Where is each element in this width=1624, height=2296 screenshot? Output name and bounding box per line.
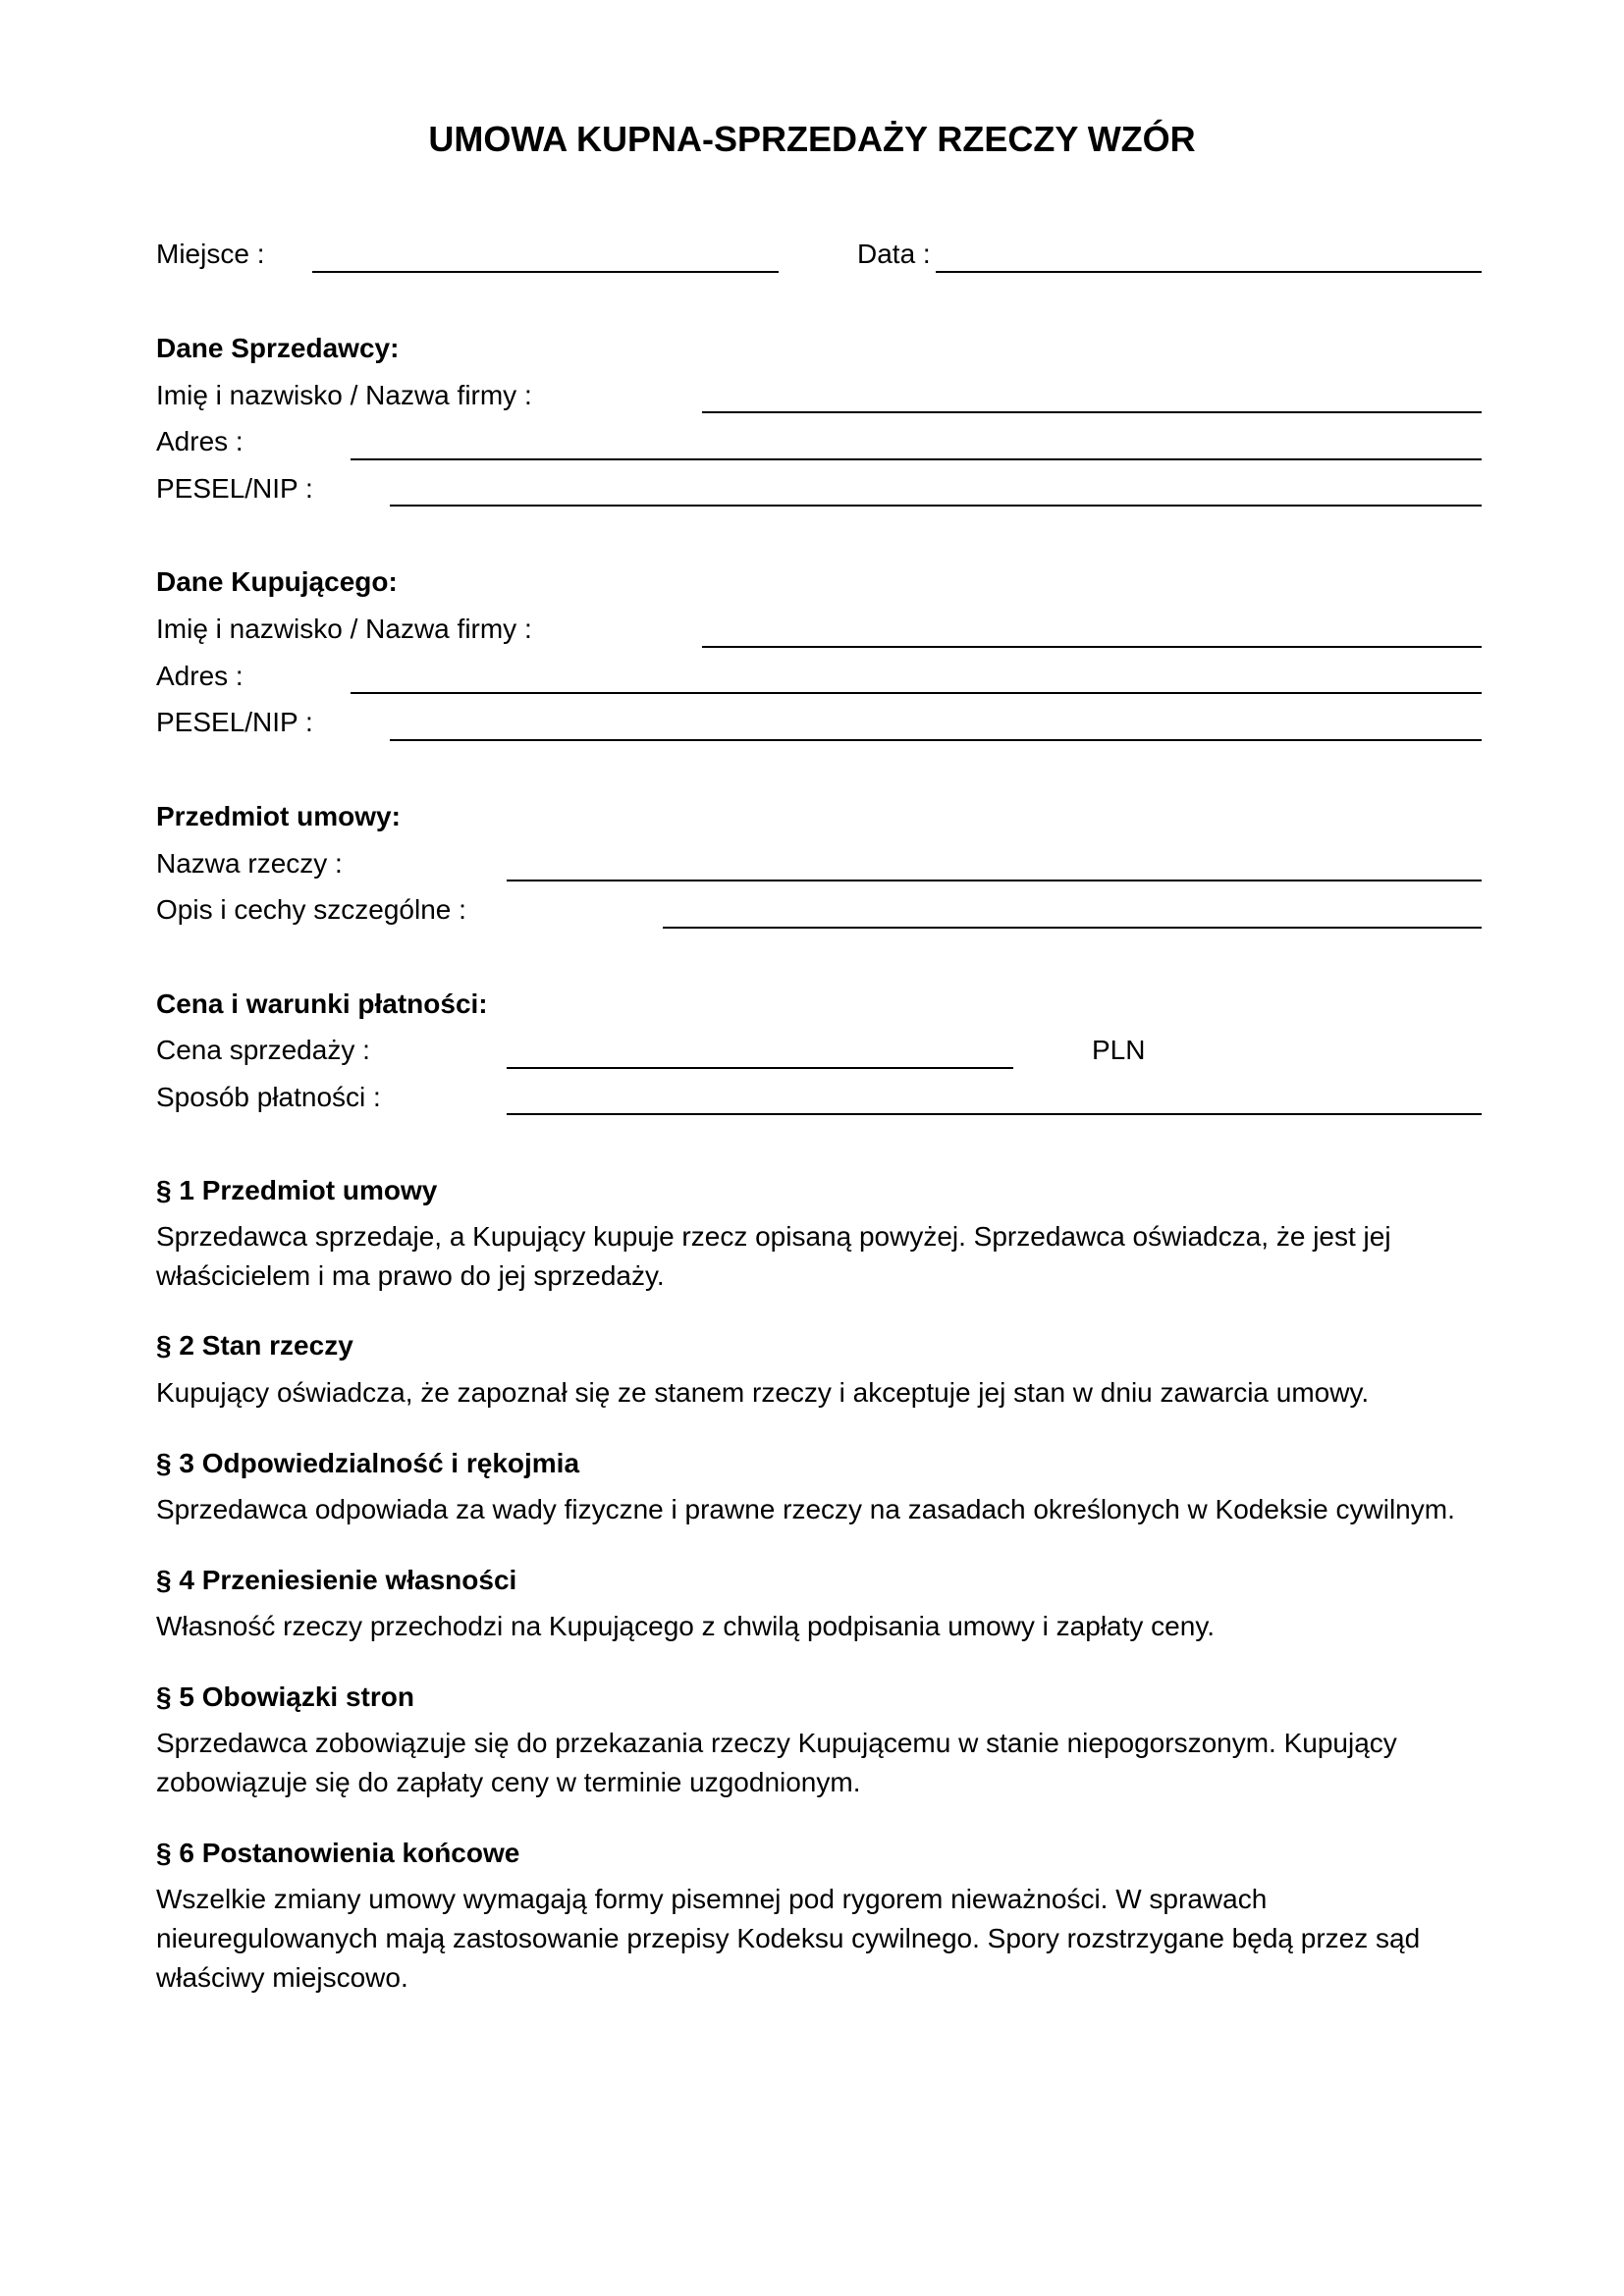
place-field[interactable] bbox=[312, 271, 779, 273]
clause-6-heading: § 6 Postanowienia końcowe bbox=[156, 1838, 520, 1868]
payment-heading: Cena i warunki płatności: bbox=[156, 988, 488, 1019]
buyer-id-label: PESEL/NIP : bbox=[156, 707, 313, 737]
clause-6-text-line: właściwy miejscowo. bbox=[156, 1962, 408, 1993]
buyer-heading: Dane Kupującego: bbox=[156, 566, 398, 597]
seller-id-field[interactable] bbox=[390, 505, 1482, 507]
clause-3-heading: § 3 Odpowiedzialność i rękojmia bbox=[156, 1448, 580, 1478]
seller-address-label: Adres : bbox=[156, 426, 244, 456]
seller-address-field[interactable] bbox=[351, 458, 1482, 460]
clause-4-heading: § 4 Przeniesienie własności bbox=[156, 1565, 517, 1595]
clause-5-heading: § 5 Obowiązki stron bbox=[156, 1682, 414, 1712]
currency-label: PLN bbox=[1092, 1035, 1146, 1065]
document-title: UMOWA KUPNA-SPRZEDAŻY RZECZY WZÓR bbox=[428, 119, 1196, 159]
date-label: Data : bbox=[857, 239, 931, 269]
seller-name-field[interactable] bbox=[702, 411, 1482, 413]
seller-heading: Dane Sprzedawcy: bbox=[156, 333, 400, 363]
buyer-id-field[interactable] bbox=[390, 739, 1482, 741]
clause-1-text-line: Sprzedawca sprzedaje, a Kupujący kupuje rzecz opisaną powyżej. Sprzedawca oświadcza, że jest jej bbox=[156, 1221, 1391, 1252]
item-description-field[interactable] bbox=[663, 927, 1482, 929]
place-label: Miejsce : bbox=[156, 239, 265, 269]
item-description-label: Opis i cechy szczególne : bbox=[156, 894, 466, 925]
clause-5-text-line: Sprzedawca zobowiązuje się do przekazania rzeczy Kupującemu w stanie niepogorszonym. Kupujący bbox=[156, 1728, 1397, 1758]
buyer-name-label: Imię i nazwisko / Nazwa firmy : bbox=[156, 614, 532, 644]
price-label: Cena sprzedaży : bbox=[156, 1035, 370, 1065]
buyer-name-field[interactable] bbox=[702, 646, 1482, 648]
subject-heading: Przedmiot umowy: bbox=[156, 801, 401, 831]
clause-6-text-line: Wszelkie zmiany umowy wymagają formy pisemnej pod rygorem nieważności. W sprawach bbox=[156, 1884, 1268, 1914]
buyer-address-label: Adres : bbox=[156, 661, 244, 691]
item-name-label: Nazwa rzeczy : bbox=[156, 848, 343, 879]
clause-5-text-line: zobowiązuje się do zapłaty ceny w terminie uzgodnionym. bbox=[156, 1767, 861, 1797]
payment-method-field[interactable] bbox=[507, 1113, 1482, 1115]
clause-1-heading: § 1 Przedmiot umowy bbox=[156, 1175, 438, 1205]
buyer-address-field[interactable] bbox=[351, 692, 1482, 694]
seller-id-label: PESEL/NIP : bbox=[156, 473, 313, 504]
clause-2-heading: § 2 Stan rzeczy bbox=[156, 1330, 353, 1361]
date-field[interactable] bbox=[936, 271, 1482, 273]
price-field[interactable] bbox=[507, 1067, 1013, 1069]
item-name-field[interactable] bbox=[507, 880, 1482, 881]
clause-4-text-line: Własność rzeczy przechodzi na Kupującego z chwilą podpisania umowy i zapłaty ceny. bbox=[156, 1611, 1216, 1641]
clause-1-text-line: właścicielem i ma prawo do jej sprzedaży. bbox=[156, 1260, 665, 1291]
clause-6-text-line: nieuregulowanych mają zastosowanie przepisy Kodeksu cywilnego. Spory rozstrzygane będą przez sąd bbox=[156, 1923, 1421, 1953]
payment-method-label: Sposób płatności : bbox=[156, 1082, 381, 1112]
seller-name-label: Imię i nazwisko / Nazwa firmy : bbox=[156, 380, 532, 410]
clause-2-text-line: Kupujący oświadcza, że zapoznał się ze stanem rzeczy i akceptuje jej stan w dniu zawarcia umowy. bbox=[156, 1377, 1370, 1408]
clause-3-text-line: Sprzedawca odpowiada za wady fizyczne i prawne rzeczy na zasadach określonych w Kodeksie cywilnym. bbox=[156, 1494, 1455, 1524]
